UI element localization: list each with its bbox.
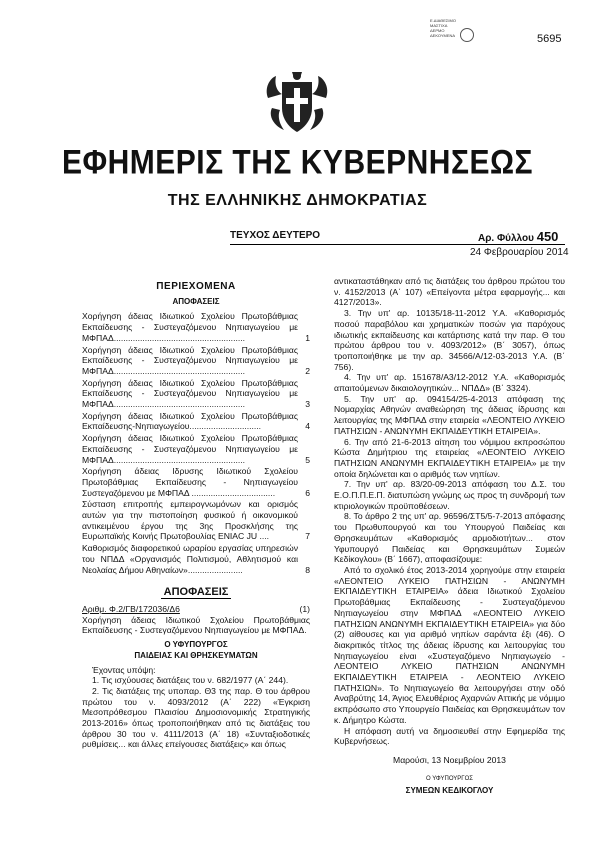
toc-item-page: 7	[305, 531, 310, 542]
left-column	[82, 282, 310, 750]
contents-heading: ΠΕΡΙΕΧΟΜΕΝΑ	[156, 281, 236, 292]
minister-title-line1: Ο ΥΦΥΠΟΥΡΓΟΣ	[164, 640, 228, 650]
minister-title-line2: ΠΑΙΔΕΙΑΣ ΚΑΙ ΘΡΗΣΚΕΥΜΑΤΩΝ	[134, 650, 258, 660]
gazette-subtitle: ΤΗΣ ΕΛΛΗΝΙΚΗΣ ΔΗΜΟΚΡΑΤΙΑΣ	[167, 192, 428, 209]
paragraph: Η απόφαση αυτή να δημοσιευθεί στην Εφημερίδα της Κυβερνήσεως.	[334, 725, 565, 747]
toc-item[interactable]	[82, 378, 310, 410]
toc-item-text: Σύσταση επιτροπής εμπειρογνωμόνων και ορισμός αυτών για την πιστοποίηση φυσικού ή οικονομικού αντικειμένου έργου της 3ης Προσκλήσης της Ευρωπαϊκής Κοινής Πρωτοβουλίας ENIAC JU ....	[82, 499, 298, 542]
toc-item[interactable]	[82, 543, 310, 575]
toc-item-text: Χορήγηση άδειας Ιδιωτικού Σχολείου Πρωτοβάθμιας Εκπαίδευσης-Νηπιαγωγείου..............................	[82, 410, 298, 432]
sheet-number-value: 450	[536, 229, 559, 244]
paragraph: 6. Την από 21-6-2013 αίτηση του νόμιμου εκπροσώπου Κώστα Δημήτριου της εταιρείας «ΛΕΟΝΤΕΙΟ ΛΥΚΕΙΟ ΠΑΤΗΣΙΩΝ ΑΝΩΝΥΜΗ ΕΚΠΑΙΔΕΥΤΙΚΗ ΕΤΑΙΡΕΙΑ» με την οποία δηλώνεται και ο αριθμός των νηπίων.	[334, 436, 565, 479]
toc-item-text: Χορήγηση άδειας Ιδιωτικού Σχολείου Πρωτοβάθμιας Εκπαίδευσης - Συστεγαζόμενου Νηπιαγωγείου με ΜΦΠΑΔ.......................................................	[82, 433, 298, 465]
decisions-heading	[82, 587, 310, 598]
coat-of-arms-icon	[262, 68, 332, 138]
paragraph: 5. Την υπ' αρ. 094154/25-4-2013 απόφαση της Νομαρχίας Αθηνών αναθεώρηση της άδειας ίδρυσης και λειτουργίας της ΜΦΠΑΔ στην εταιρεία «ΛΕΟΝΤΕΙΟ ΛΥΚΕΙΟ ΠΑΤΗΣΙΩΝ - ΑΝΩΝΥΜΗ ΕΚΠΑΙΔΕΥΤΙΚΗ ΕΤΑΙΡΕΙΑ».	[334, 393, 565, 436]
toc-item[interactable]	[82, 433, 310, 465]
stamp-line: ΜΑΣΤΙΧΑ	[430, 23, 448, 28]
toc-item-text: Χορήγηση άδειας Ιδιωτικού Σχολείου Πρωτοβάθμιας Εκπαίδευσης - Συστεγαζόμενου Νηπιαγωγείου με ΜΦΠΑΔ.......................................................	[82, 377, 298, 410]
place-date: Μαρούσι, 13 Νοεμβρίου 2013	[393, 754, 506, 765]
paragraph: 4. Την υπ' αρ. 151678/Α3/12-2012 Υ.Α. «Καθορισμός απαιτούμενων δικαιολογητικών... ΝΠΔΔ» (Β΄ 3324).	[334, 372, 565, 394]
paragraph: 1. Τις ισχύουσες διατάξεις του ν. 682/1977 (Α΄ 244).	[92, 675, 289, 686]
toc-item-page: 6	[305, 487, 310, 498]
toc-item-page: 1	[305, 332, 310, 343]
header-rule	[230, 244, 565, 245]
toc-item-text: Χορήγηση άδειας Ιδρυσης Ιδιωτικού Σχολείου Πρωτοβάθμιας Εκπαίδευσης - Νηπιαγωγείου Συστεγαζόμενου με ΜΦΠΑΔ ...................................	[82, 466, 298, 498]
issue-label: ΤΕΥΧΟΣ ΔΕΥΤΕΡΟ	[230, 230, 321, 241]
toc-item-page: 3	[305, 399, 310, 410]
stamp-line: Ε.ΔΙΑΘΕΣΙΜΟ	[430, 18, 456, 23]
toc-item-text: Καθορισμός διαφορετικού ωραρίου εργασίας υπηρεσιών του ΝΠΔΔ «Οργανισμός Πολιτισμού, Αθλητισμού και Νεολαίας Δήμου Αθηναίων».......................	[82, 543, 298, 575]
decision-number-code: Αριθμ. Φ.2/ΓΒ/172036/Δ6	[82, 603, 180, 614]
toc-item[interactable]	[82, 411, 310, 432]
toc-item-page: 8	[305, 564, 310, 575]
toc-item[interactable]	[82, 311, 310, 343]
toc-item-page: 5	[305, 454, 310, 465]
page-number: 5695	[537, 33, 562, 45]
paragraph: 7. Την υπ' αρ. 83/20-09-2013 απόφαση του Δ.Σ. του Ε.Ο.Π.Π.Ε.Π. διατυπώση γνώμης ως προς τη συνδρομή των κτιριολογικών προϋποθέσεων.	[334, 479, 565, 511]
paragraph: 8. Το άρθρο 2 της υπ' αρ. 96596/ΣΤ5/5-7-2013 απόφασης του Πρωθυπουργού και του Υπουργού Παιδείας και Θρησκευμάτων «Καθορισμός αρμοδιοτήτων... στον Υφυπουργό Παιδείας και Θρησκευμάτων Συμεών Κεδίκογλου» (Β΄ 1667), αποφασίζουμε:	[334, 511, 565, 565]
right-column	[334, 276, 565, 797]
considering-label: Έχοντας υπόψη:	[92, 664, 156, 675]
stamp-line: ΔΕΚΟΥΜΕΝΑ	[430, 33, 456, 38]
toc-item-text: Χορήγηση άδειας Ιδιωτικού Σχολείου Πρωτοβάθμιας Εκπαίδευσης - Συστεγαζόμενου Νηπιαγωγείου με ΜΦΠΑΔ.......................................................	[82, 311, 298, 343]
toc-item[interactable]	[82, 345, 310, 377]
toc-item-page: 4	[305, 421, 310, 432]
decision-number	[82, 604, 310, 615]
decision-summary: Χορήγηση άδειας Ιδιωτικού Σχολείου Πρωτοβάθμιας Εκπαίδευσης - Συστεγαζόμενου Νηπιαγωγείου με ΜΦΠΑΔ.	[82, 614, 310, 636]
contents-subheading: ΑΠΟΦΑΣΕΙΣ	[172, 296, 220, 306]
toc-item[interactable]	[82, 466, 310, 498]
paragraph: αντικαταστάθηκαν από τις διατάξεις του άρθρου πρώτου του ν. 4152/2013 (Α΄ 107) «Επείγοντα μέτρα εφαρμογής... και 4127/2013».	[334, 276, 565, 308]
sheet-number	[478, 229, 558, 244]
stamp	[430, 18, 490, 38]
gazette-title: ΕΦΗΜΕΡΙΣ ΤΗΣ ΚΥΒΕΡΝΗΣΕΩΣ	[61, 143, 534, 182]
decisions-heading-text: ΑΠΟΦΑΣΕΙΣ	[161, 586, 232, 599]
signer-role: Ο ΥΦΥΠΟΥΡΓΟΣ	[426, 775, 473, 782]
stamp-seal-icon	[460, 28, 474, 42]
issue-date: 24 Φεβρουαρίου 2014	[470, 247, 569, 258]
toc-item[interactable]	[82, 499, 310, 542]
toc-item-page: 2	[305, 365, 310, 376]
decision-number-ref: (1)	[299, 603, 310, 614]
stamp-line: ΔΕΡΜΟ	[430, 28, 445, 33]
paragraph: 3. Την υπ' αρ. 10135/18-11-2012 Υ.Α. «Καθορισμός ποσού παραβόλου και χρηματικών ποσών για παρόχους ιδιωτικής εκπαίδευσης και κατάρτισης κατά την παρ. Θ του πρώτου άρθρου του ν. 4093/2012» (Β΄ 3057), όπως τροποποιήθηκε με την αρ. 34566/Α/12-03-2013 Υ.Α. (Β΄ 756).	[334, 308, 565, 372]
signer-name: ΣΥΜΕΩΝ ΚΕΔΙΚΟΓΛΟΥ	[405, 786, 494, 796]
paragraph: 2. Τις διατάξεις της υποπαρ. Θ3 της παρ. Θ του άρθρου πρώτου του ν. 4093/2012 (Α΄ 222) «Έγκριση Μεσοπρόθεσμου Πλαισίου Δημοσιονομικής Στρατηγικής 2013-2016» όπως τροποποιήθηκαν από τις διατάξεις του άρθρου 30 του ν. 4111/2013 (Α΄ 18) «Συνταξιοδοτικές ρυθμίσεις... και άλλες επείγουσες διατάξεις» και όπως	[82, 685, 310, 750]
toc-item-text: Χορήγηση άδειας Ιδιωτικού Σχολείου Πρωτοβάθμιας Εκπαίδευσης - Συστεγαζόμενου Νηπιαγωγείου με ΜΦΠΑΔ.......................................................	[82, 344, 298, 376]
paragraph: Από το σχολικό έτος 2013-2014 χορηγούμε στην εταιρεία «ΛΕΟΝΤΕΙΟ ΛΥΚΕΙΟ ΠΑΤΗΣΙΩΝ - ΑΝΩΝΥΜΗ ΕΚΠΑΙΔΕΥΤΙΚΗ ΕΤΑΙΡΕΙΑ» άδεια Ιδιωτικού Σχολείου Πρωτοβάθμιας Εκπαίδευσης - Συστεγαζόμενου Νηπιαγωγείου στην ΜΦΠΑΔ «ΛΕΟΝΤΕΙΟ ΛΥΚΕΙΟ ΠΑΤΗΣΙΩΝ ΑΝΩΝΥΜΗ ΕΚΠΑΙΔΕΥΤΙΚΗ ΕΤΑΙΡΕΙΑ» για δύο (2) αίθουσες και για αριθμό νηπίων σαράντα έξι (46). Ο διακριτικός τίτλος της άδειας ίδρυσης και λειτουργίας του Νηπιαγωγείου είναι «Συστεγαζόμενο Νηπιαγωγείο - ΛΕΟΝΤΕΙΟ ΛΥΚΕΙΟ ΠΑΤΗΣΙΩΝ ΑΝΩΝΥΜΗ ΕΚΠΑΙΔΕΥΤΙΚΗ ΕΤΑΙΡΕΙΑ - ΛΕΟΝΤΕΙΟ ΛΥΚΕΙΟ ΠΑΤΗΣΙΩΝ». Το Νηπιαγωγείο θα λειτουργήσει στην οδό Αναβρύτης 14, Άγιος Ελευθέριος Αχαρνών Αττικής με νόμιμο εκπρόσωπο στο Υπουργείο Παιδείας και Θρησκευμάτων τον κ. Δήμητρο Κώστα.	[334, 564, 565, 725]
sheet-label: Αρ. Φύλλου	[478, 233, 534, 244]
